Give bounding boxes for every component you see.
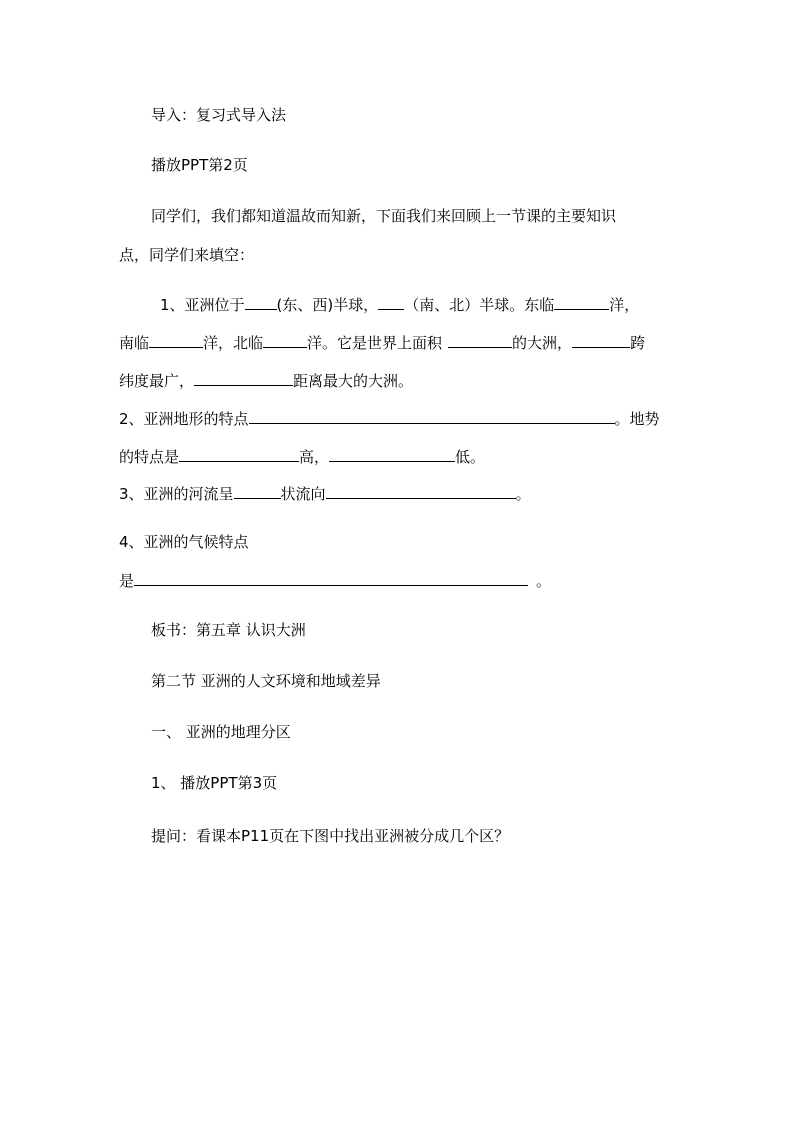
question-2-line-1 <box>119 408 660 428</box>
q3-text-c: 。 <box>515 485 531 503</box>
q1-text-j: 纬度最广， <box>119 372 195 390</box>
q1-blank-north-ocean[interactable] <box>263 332 307 348</box>
question-4-line-1: 4、亚洲的气候特点 <box>119 533 249 551</box>
q1-blank-hemisphere-ew[interactable] <box>245 294 277 310</box>
question-1-line-2 <box>119 332 645 352</box>
q1-text-i: 跨 <box>630 334 646 352</box>
q2-blank-low[interactable] <box>329 446 455 462</box>
board-heading: 板书：第五章 认识大洲 <box>151 621 306 639</box>
q1-text-f: 洋，北临 <box>203 334 264 352</box>
q1-text-e: 南临 <box>119 334 150 352</box>
q3-text-b: 状流向 <box>280 485 326 503</box>
q2-text-d: 高， <box>299 448 330 466</box>
step-1-line: 1、 播放PPT第3页 <box>151 774 278 792</box>
question-3-line <box>119 483 531 503</box>
q2-text-e: 低。 <box>455 448 486 466</box>
q4-blank-climate[interactable] <box>134 570 528 586</box>
question-1-line-3 <box>119 370 413 390</box>
section-heading: 第二节 亚洲的人文环境和地域差异 <box>151 672 381 690</box>
q4-text-b: 是 <box>119 572 135 590</box>
q3-blank-pattern[interactable] <box>234 483 281 499</box>
question-2-line-2 <box>119 446 485 466</box>
q3-text-a: 3、亚洲的河流呈 <box>119 485 234 503</box>
q1-blank-south-ocean[interactable] <box>149 332 203 348</box>
q1-text-c: （南、北）半球。东临 <box>404 296 555 314</box>
q1-text-k: 距离最大的大洲。 <box>293 372 414 390</box>
q1-text-d: 洋， <box>609 296 640 314</box>
q1-blank-distance[interactable] <box>194 370 293 386</box>
question-prompt: 提问：看课本P11页在下图中找出亚洲被分成几个区？ <box>151 827 510 845</box>
q1-blank-east-ocean[interactable] <box>554 294 609 310</box>
q1-text-a: 1、亚洲位于 <box>160 296 245 314</box>
q1-blank-area-rank[interactable] <box>448 332 512 348</box>
q1-blank-span[interactable] <box>572 332 630 348</box>
q1-text-b: (东、西)半球， <box>276 296 379 314</box>
q1-text-h: 的大洲， <box>512 334 573 352</box>
greeting-line-2: 点，同学们来填空： <box>119 246 255 264</box>
q2-text-b: 。地势 <box>614 410 660 428</box>
q4-text-c: 。 <box>536 572 552 590</box>
q2-text-c: 的特点是 <box>119 448 180 466</box>
q2-text-a: 2、亚洲地形的特点 <box>119 410 249 428</box>
q2-blank-terrain[interactable] <box>249 408 615 424</box>
q3-blank-direction[interactable] <box>326 483 516 499</box>
intro-line: 导入：复习式导入法 <box>151 106 287 124</box>
question-4-line-2 <box>119 570 551 590</box>
question-1-line-1 <box>160 294 639 314</box>
q1-blank-hemisphere-ns[interactable] <box>378 294 404 310</box>
q1-text-g: 洋。它是世界上面积 <box>307 334 443 352</box>
ppt-page2-line: 播放PPT第2页 <box>151 156 248 174</box>
q2-blank-high[interactable] <box>179 446 299 462</box>
part-1-heading: 一、 亚洲的地理分区 <box>151 723 291 741</box>
greeting-line-1: 同学们，我们都知道温故而知新，下面我们来回顾上一节课的主要知识 <box>151 207 617 225</box>
